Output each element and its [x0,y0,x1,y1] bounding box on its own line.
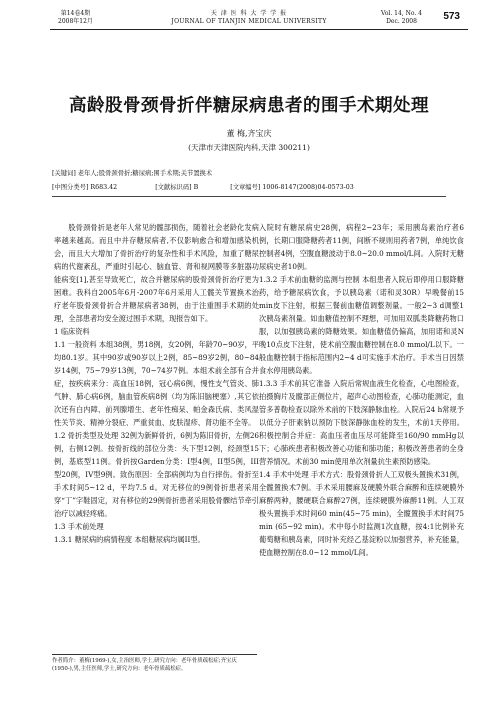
clc-number: [中图分类号] R683.42 [52,184,118,191]
paragraph: 1.3 手术前处理 [54,522,104,531]
article-title: 高龄股骨颈骨折伴糖尿病患者的围手术期处理 [69,96,429,116]
paragraph: 1.3.1 糖尿病的病情程度 本组糖尿病均属II型。 [54,535,205,544]
paragraph: 1.3.3 手术前其它准备 入院后常规血液生化检查，心电图检查，拍摄胸片及髋部正侧位片，超声心动图检查，心肺功能测定，血管多普勒检查以除外术前的下肢深静脉血栓。入院后24 h常规予以低分子肝素钠以预防下肢深静脉血栓的发生，术前1天停用。积极控制合并症：高血压者血压尽可能降至160/90 mmHg以下；心肺疾患者积极改善心功能和肺功能；积极改善患者的全身营养情况。术前30 min使用单次剂量抗生素预防感染。 [259,379,464,466]
paragraph: 股骨颈骨折是老年人常见的髋部损伤，随着社会老龄化发病率越来越高。而且中并存糖尿病者,不仅影响愈合和增加感染机会，而且大大增加了骨折治疗的复杂性和手术风险，加重了糖尿病的代谢紊乱，严重时引起心、脑血管、肾和视网膜等多脏器功能病变[1],甚至导致死亡，故合并糖尿病的股骨颈骨折治疗更为困难。我科自2005年6月-2007年6月采用人工髋关节置换术治疗老年股骨颈骨折合并糖尿病者38例，由于注重围手术期的处理，全部患者均安全渡过围手术期，现报告如下。 [54,223,259,323]
left-column [54,221,259,546]
page-number: 573 [443,11,460,22]
paragraph: 入院时有糖尿病史28例，病程2~23年；采用胰岛素治疗者6例，长期口服降糖药者11例，间断不规则用药者7例，单纯饮食控制者4例，空腹血糖波动于8.0~20.0 mmol/L间。入院时无糖尿病史者10例。 [259,223,464,271]
meta-rule [52,196,446,197]
header-rule [50,29,468,30]
classification-row [52,184,446,192]
date-cn: 2008年12月 [58,18,93,25]
running-header [30,10,468,28]
paragraph: 1 临床资料 [54,327,90,336]
keywords: [关键词] 老年人;股骨颈骨折;糖尿病;围手术期;关节置换术 [52,170,213,177]
paragraph: 1.3.2 手术前血糖的监测与控制 本组患者入院后即停用口服降糖药，给予糖尿病饮食，予以胰岛素（诺和灵30R）早晚餐前15 min皮下注射，根据三餐前血糖值调整剂量。一般2~3 d调整1次胰岛素剂量。如血糖值控制不理想，可加用双胍类降糖药物口服，以加强胰岛素的降糖效果。如血糖值仍偏高，加用诺和灵N晚10点皮下注射，使术前空腹血糖控制在8.0 mmol/L以下。一般血糖控制于指标范围内2~4 d可实施手术治疗。手术当日因禁食水停用胰岛素。 [259,275,464,375]
article-number: [文章编号] 1006-8147(2008)04-0573-03 [230,184,354,191]
journal-name-en: JOURNAL OF TIANJIN MEDICAL UNIVERSITY [171,18,327,25]
author-footnote: 作者简介：董梅(1969-),女,主治医师,学士,研究方向：老年骨质疏松症;齐宝庆(1950-),男,主任医师,学士,研究方向：老年骨质疏松症。 [52,654,257,673]
volume-en: Vol. 14, No. 4 [381,10,422,17]
header-right [381,10,422,26]
volume-cn: 第14卷4期 [60,10,91,17]
paragraph: 1.4 手术中处理 手术方式：股骨颈骨折人工双极头置换术31例，全髋置换术7例。手术采用腰麻及硬膜外联合麻醉和连续硬膜外麻醉两种，腰硬联合麻醉27例，连续硬膜外麻醉11例。人工双极头置换手术时间60 min(45~75 min)，全髋置换手术时间75 min (65~92 min)。术中每小时监测1次血糖，按4:1比例补充葡萄糖和胰岛素，同时补充经乙基淀粉以加强营养，补充能量，使血糖控制在8.0~12 mmol/L间。 [259,470,464,557]
paragraph: 1.2 骨折类型及处理 32例为新鲜骨折，6例为陈旧骨折，左侧26例，右侧12例。按骨折线的部位分类：头下型12例，经颈型15例，基底型11例。骨折按Garden分类：I型4例，II型5例，III型20例，IV型9例。致伤原因：全部病例均为自行摔伤。骨折至手术时间5~12 d，平均7.5 d。对无移位的9例骨折患者采用穿“丁”字鞋固定，对有移位的29例骨折患者采用股骨髁结节牵引治疗以减轻疼痛。 [54,431,259,518]
authors: 董 梅,齐宝庆 [226,129,272,138]
journal-name-cn: 天 津 医 科 大 学 学 报 [210,10,288,17]
right-column [259,221,464,559]
paragraph: 1.1 一般资料 本组38例，男18例，女20例，年龄70~90岁，平均80.1岁。其中90岁或90岁以上2例，85~89岁2例，80~84岁14例，75~79岁13例，70~74岁7例。本组术前全部有合并症，按疾病来分：高血压18例，冠心病6例，慢性支气管炎、肺气肿、肺心病6例，脑血管疾病8例（均为陈旧脑梗塞）,其它依次还有白内障、前列腺增生、老年性痴呆、帕金森氏病、类风湿性关节炎、精神分裂症、严重贫血、皮肤湿疹、肾功能不全等。 [54,340,259,427]
affiliation: (天津市天津医院内科,天津 300211) [188,143,310,152]
date-en: Dec. 2008 [386,18,417,25]
document-code: [文献标识码] B [155,184,199,191]
